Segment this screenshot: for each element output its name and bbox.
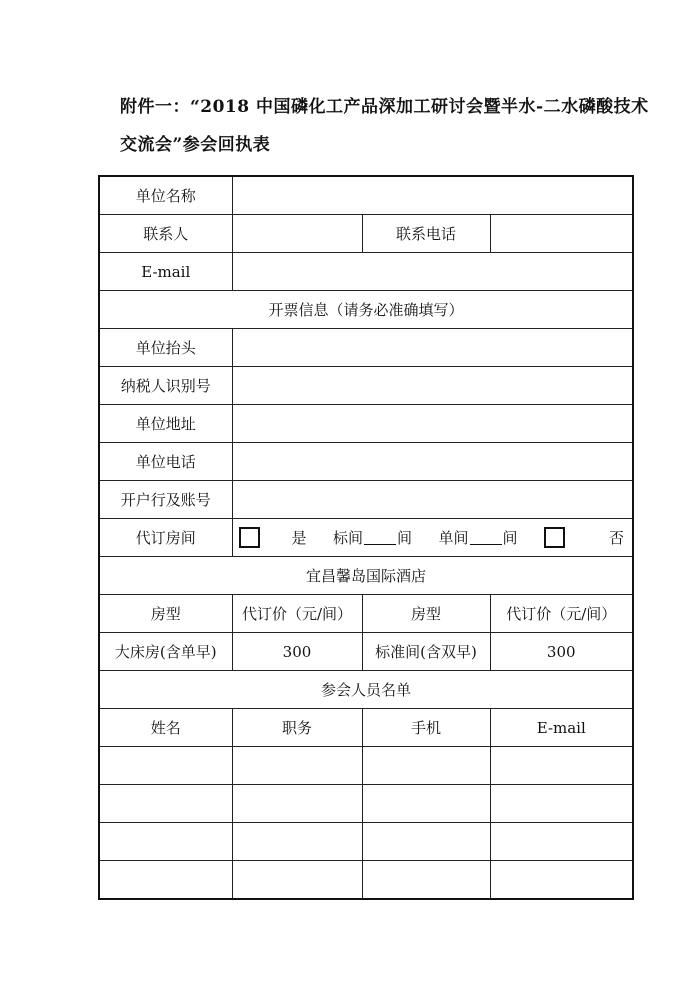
room-type-header-2: 房型 — [362, 595, 490, 633]
invoice-title-label: 单位抬头 — [99, 329, 232, 367]
row-unit-address — [99, 405, 633, 443]
attendee-email-field[interactable] — [490, 785, 633, 823]
room2-price: 300 — [490, 633, 633, 671]
bank-account-label: 开户行及账号 — [99, 481, 232, 519]
row-contact — [99, 215, 633, 253]
attendee-col-name: 姓名 — [99, 709, 232, 747]
booking-single-unit: 间 — [502, 529, 518, 547]
row-attendees-header — [99, 671, 633, 709]
row-unit-phone — [99, 443, 633, 481]
row-email — [99, 253, 633, 291]
contact-label: 联系人 — [99, 215, 232, 253]
attendee-col-position: 职务 — [232, 709, 362, 747]
attendee-mobile-field[interactable] — [362, 785, 490, 823]
attendee-email-field[interactable] — [490, 861, 633, 900]
attendee-email-field[interactable] — [490, 823, 633, 861]
row-bank-account — [99, 481, 633, 519]
price-header-1: 代订价（元/间） — [232, 595, 362, 633]
attendee-mobile-field[interactable] — [362, 861, 490, 900]
attendee-col-mobile: 手机 — [362, 709, 490, 747]
attendee-name-field[interactable] — [99, 823, 232, 861]
attendee-name-field[interactable] — [99, 861, 232, 900]
invoice-title-field[interactable] — [232, 329, 633, 367]
attendee-row — [99, 747, 633, 785]
row-unit-name — [99, 176, 633, 215]
attendee-col-email: E-mail — [490, 709, 633, 747]
row-room-header — [99, 595, 633, 633]
taxpayer-id-label: 纳税人识别号 — [99, 367, 232, 405]
booking-standard-label: 标间 — [332, 529, 363, 547]
booking-standard-unit: 间 — [397, 529, 413, 547]
taxpayer-id-field[interactable] — [232, 367, 633, 405]
attendee-row — [99, 823, 633, 861]
row-attendee-columns — [99, 709, 633, 747]
bank-account-field[interactable] — [232, 481, 633, 519]
booking-yes-checkbox[interactable] — [239, 527, 260, 548]
attendee-email-field[interactable] — [490, 747, 633, 785]
row-hotel — [99, 557, 633, 595]
booking-no-checkbox[interactable] — [544, 527, 565, 548]
standard-room-count-field[interactable] — [364, 530, 396, 545]
unit-name-field[interactable] — [232, 176, 633, 215]
attendee-position-field[interactable] — [232, 861, 362, 900]
unit-phone-field[interactable] — [232, 443, 633, 481]
unit-phone-label: 单位电话 — [99, 443, 232, 481]
attendee-position-field[interactable] — [232, 785, 362, 823]
row-room-prices — [99, 633, 633, 671]
document-title — [120, 88, 660, 164]
room1-price: 300 — [232, 633, 362, 671]
unit-name-label: 单位名称 — [99, 176, 232, 215]
attendee-row — [99, 861, 633, 900]
attendee-position-field[interactable] — [232, 747, 362, 785]
row-invoice-title — [99, 329, 633, 367]
room1-type: 大床房(含单早) — [99, 633, 232, 671]
contact-phone-field[interactable] — [490, 215, 633, 253]
email-field[interactable] — [232, 253, 633, 291]
invoice-section-header: 开票信息（请务必准确填写） — [99, 291, 633, 329]
attendee-name-field[interactable] — [99, 785, 232, 823]
row-booking — [99, 519, 633, 557]
contact-phone-label: 联系电话 — [362, 215, 490, 253]
title-line-2: 交流会”参会回执表 — [120, 135, 271, 155]
contact-field[interactable] — [232, 215, 362, 253]
price-header-2: 代订价（元/间） — [490, 595, 633, 633]
room-type-header-1: 房型 — [99, 595, 232, 633]
attendee-name-field[interactable] — [99, 747, 232, 785]
hotel-name: 宜昌馨岛国际酒店 — [99, 557, 633, 595]
title-line-1: 附件一：“2018 中国磷化工产品深加工研讨会暨半水-二水磷酸技术 — [120, 97, 649, 117]
attendee-mobile-field[interactable] — [362, 747, 490, 785]
room2-type: 标准间(含双早) — [362, 633, 490, 671]
row-taxpayer-id — [99, 367, 633, 405]
attendee-mobile-field[interactable] — [362, 823, 490, 861]
unit-address-field[interactable] — [232, 405, 633, 443]
booking-label: 代订房间 — [99, 519, 232, 557]
booking-options — [232, 519, 633, 557]
email-label: E-mail — [99, 253, 232, 291]
attendee-position-field[interactable] — [232, 823, 362, 861]
row-invoice-header — [99, 291, 633, 329]
unit-address-label: 单位地址 — [99, 405, 232, 443]
attendee-row — [99, 785, 633, 823]
booking-no-label: 否 — [608, 529, 624, 547]
registration-form-table — [98, 175, 634, 900]
single-room-count-field[interactable] — [470, 530, 502, 545]
booking-single-label: 单间 — [438, 529, 469, 547]
attendees-section-header: 参会人员名单 — [99, 671, 633, 709]
booking-yes-label: 是 — [291, 529, 307, 547]
